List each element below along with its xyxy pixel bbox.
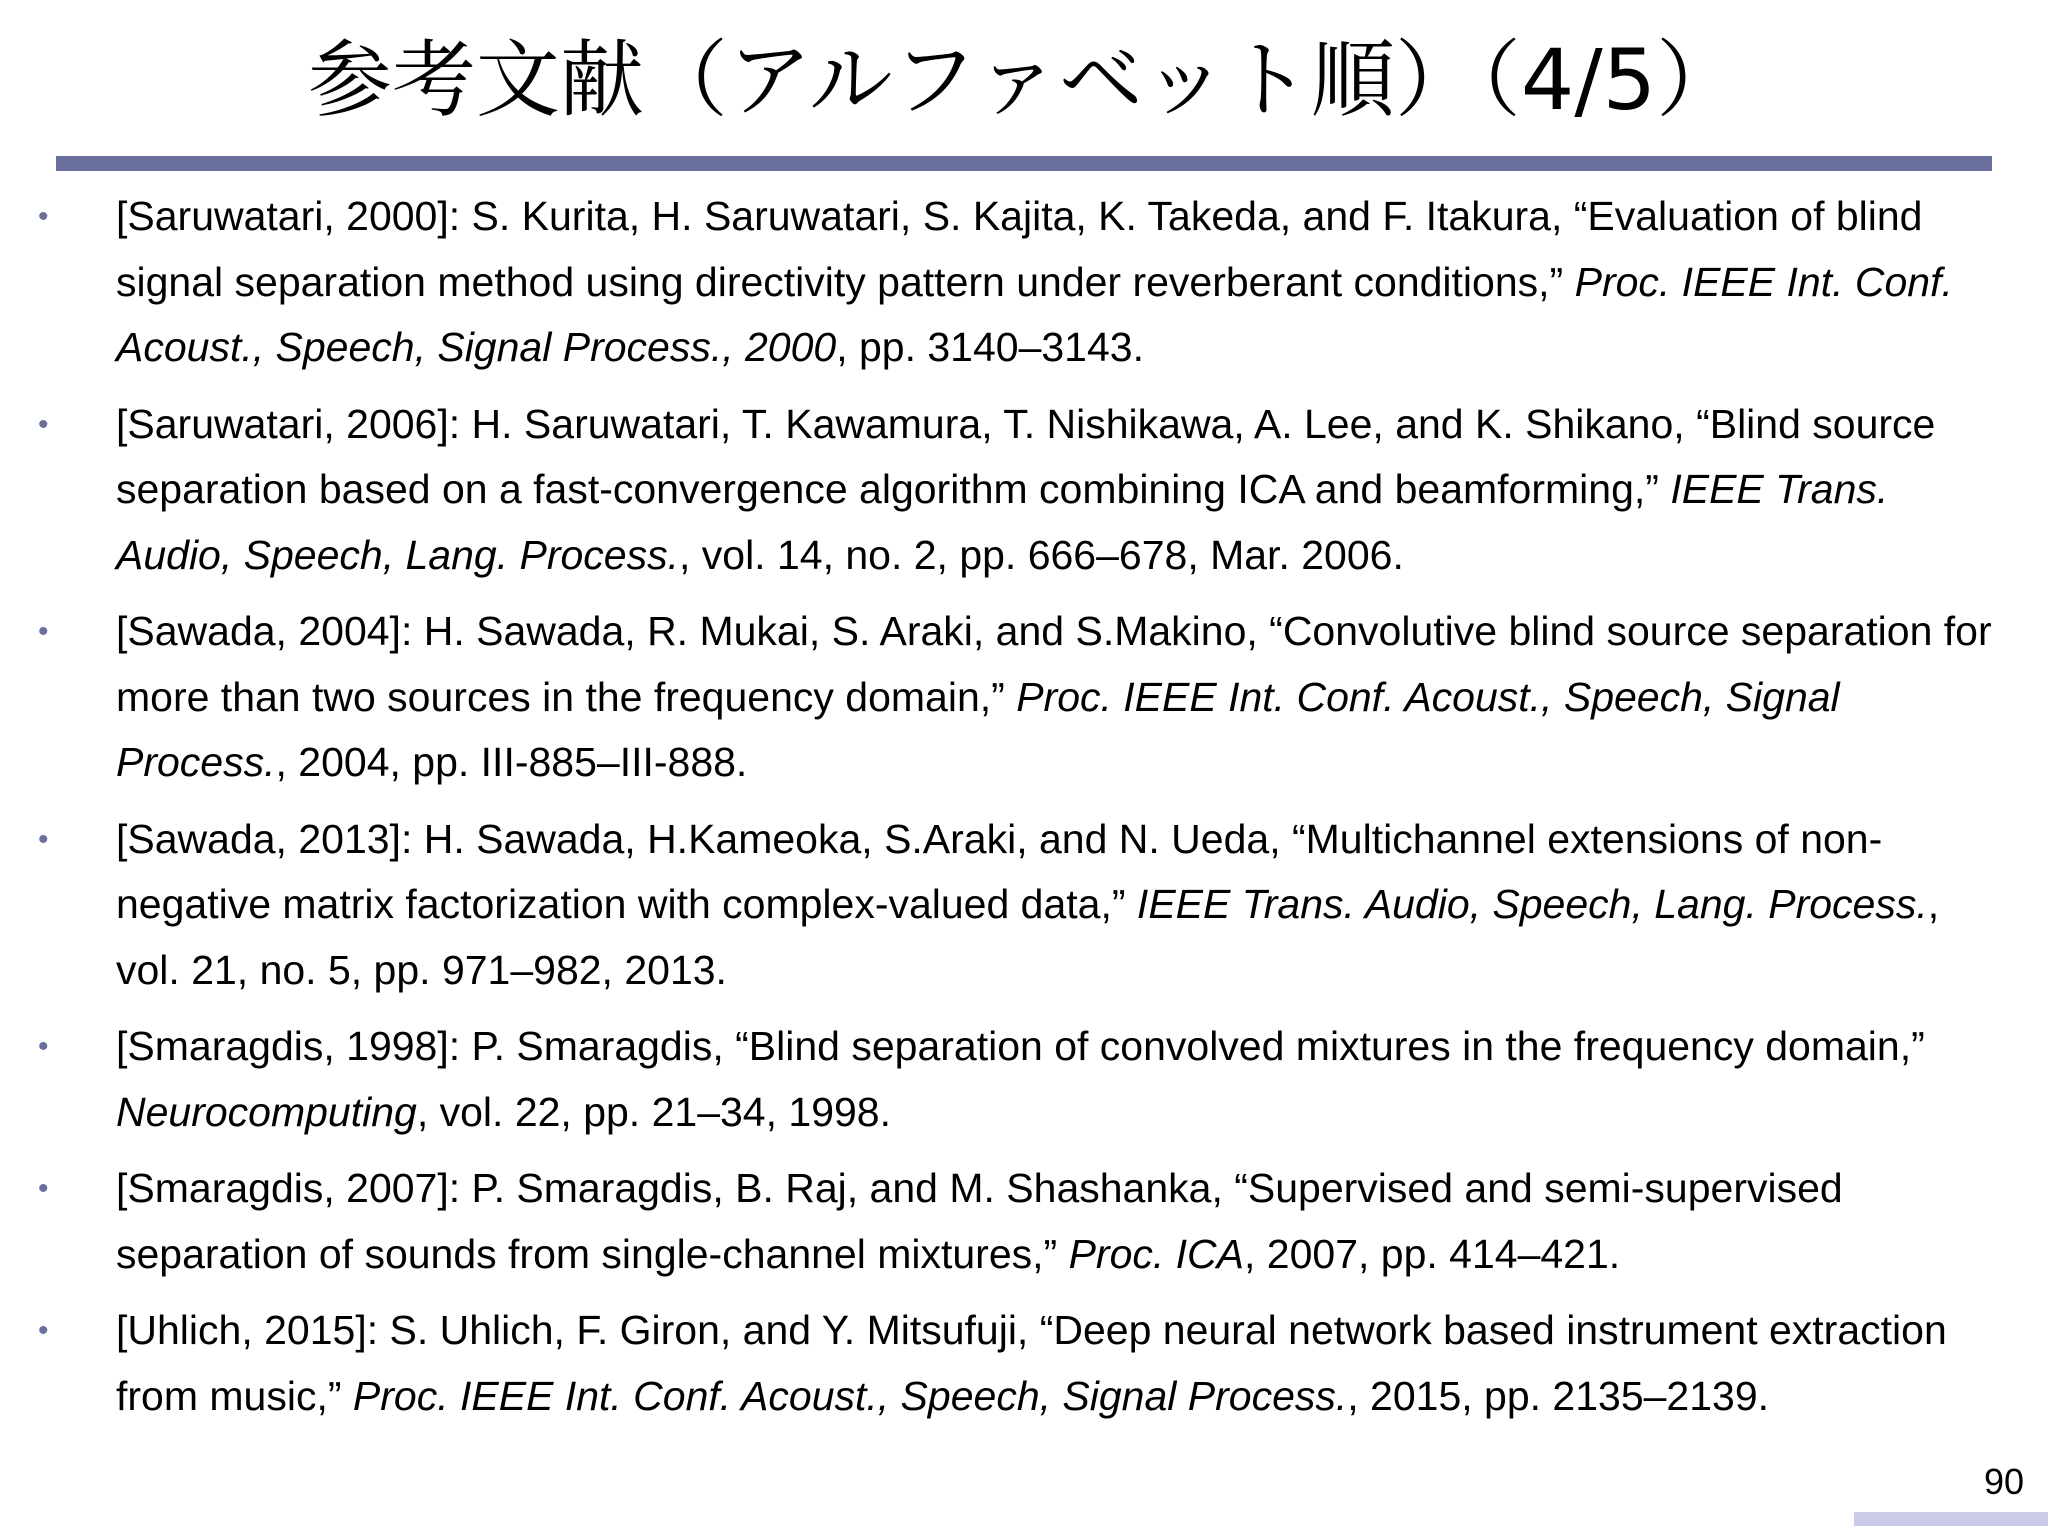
reference-key: [Uhlich, 2015] [116,1307,367,1353]
reference-title: “Supervised and semi-supervised separation of sounds from single-channel mixtures,” [116,1165,1843,1277]
corner-bar [1854,1512,2048,1526]
reference-item [0,1298,2048,1429]
slide-title: 参考文献（アルファベット順）（4/5） [307,31,1741,129]
bullet-icon: • [38,615,49,648]
reference-title: “Blind separation of convolved mixtures in the frequency domain,” [735,1023,1925,1069]
reference-item [0,1156,2048,1287]
reference-details: , 2004, pp. III-885–III-888. [275,739,748,785]
reference-venue: Proc. ICA [1068,1230,1245,1277]
reference-item [0,184,2048,381]
bullet-icon: • [38,407,49,441]
reference-venue: IEEE Trans. Audio, Speech, Lang. Process. [1136,881,1928,927]
reference-title: “Convolutive blind source separation for more than two sources in the frequency domain,” [116,608,1992,720]
reference-key: [Sawada, 2004] [116,608,401,654]
reference-authors: : H. Sawada, R. Mukai, S. Araki, and S.Makino, [400,608,1270,654]
reference-title: “Deep neural network based instrument extraction from music,” [116,1307,1947,1419]
reference-title: “Evaluation of blind signal separation method using directivity pattern under reverberant conditions,” [116,193,1923,305]
reference-key: [Sawada, 2013] [116,815,401,862]
reference-details: , vol. 14, no. 2, pp. 666–678, Mar. 2006. [678,531,1404,578]
reference-key: [Saruwatari, 2006] [116,400,449,447]
reference-authors: : P. Smaragdis, [448,1023,736,1069]
bullet-icon: • [38,1172,49,1205]
reference-item [0,807,2048,1004]
reference-details: , vol. 22, pp. 21–34, 1998. [416,1088,891,1135]
page-number: 90 [1983,1461,2024,1502]
reference-authors: : H. Sawada, H.Kameoka, S.Araki, and N. Ueda, [400,815,1292,862]
reference-details: , 2007, pp. 414–421. [1244,1230,1621,1277]
reference-venue: Neurocomputing [116,1088,417,1135]
reference-venue: Proc. IEEE Int. Conf. Acoust., Speech, Signal Process. [116,673,1840,785]
reference-item [0,599,2048,796]
reference-details: , 2015, pp. 2135–2139. [1347,1372,1770,1419]
reference-key: [Smaragdis, 1998] [116,1023,449,1069]
reference-venue: IEEE Trans. Audio, Speech, Lang. Process. [116,466,1889,578]
reference-key: [Smaragdis, 2007] [116,1165,449,1211]
reference-details: , vol. 21, no. 5, pp. 971–982, 2013. [116,881,1940,993]
reference-title: “Multichannel extensions of non-negative matrix factorization with complex-valued data,” [116,815,1883,927]
bullet-icon: • [38,1314,49,1347]
reference-authors: : P. Smaragdis, B. Raj, and M. Shashanka, [448,1165,1235,1211]
reference-title: “Blind source separation based on a fast-convergence algorithm combining ICA and beamforming,” [116,400,1936,512]
reference-venue: Proc. IEEE Int. Conf. Acoust., Speech, Signal Process. [352,1372,1348,1419]
bullet-icon: • [38,1030,49,1063]
reference-item [0,392,2048,589]
reference-venue: Proc. IEEE Int. Conf. Acoust., Speech, Signal Process., 2000 [116,258,1953,370]
bullet-icon: • [38,200,49,233]
bullet-icon: • [38,822,49,856]
reference-authors: : H. Saruwatari, T. Kawamura, T. Nishikawa, A. Lee, and K. Shikano, [448,400,1697,447]
reference-authors: : S. Kurita, H. Saruwatari, S. Kajita, K. Takeda, and F. Itakura, [448,193,1574,239]
reference-list [0,184,2048,1440]
reference-authors: : S. Uhlich, F. Giron, and Y. Mitsufuji, [366,1307,1040,1353]
reference-details: , pp. 3140–3143. [836,324,1144,370]
reference-key: [Saruwatari, 2000] [116,193,449,239]
reference-item [0,1014,2048,1145]
title-rule [56,156,1992,171]
